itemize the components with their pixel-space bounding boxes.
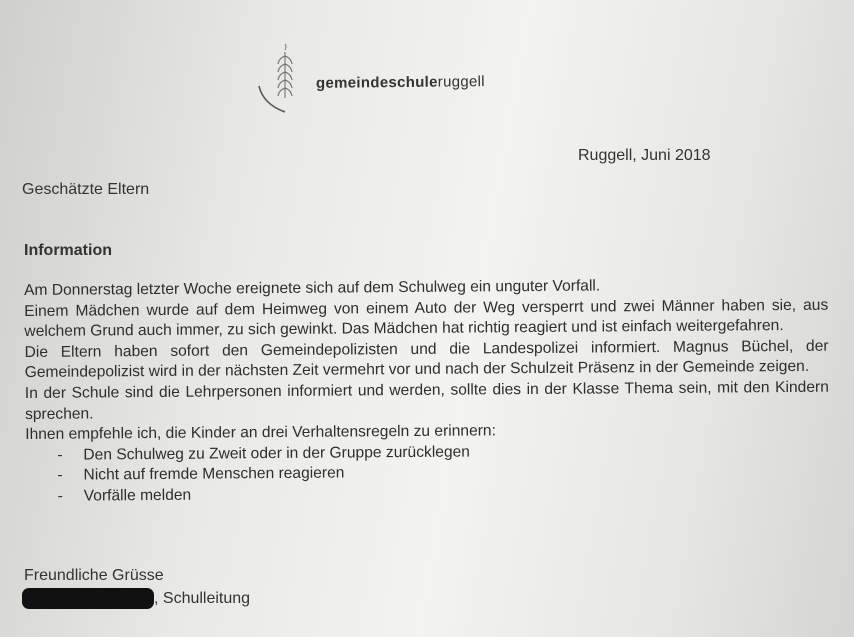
place-date: Ruggell, Juni 2018 (578, 147, 711, 164)
list-item-text: Vorfälle melden (83, 486, 192, 505)
list-marker: - (57, 487, 63, 505)
school-name-bold: gemeindeschule (315, 73, 438, 92)
list-item-text: Nicht auf fremde Menschen reagieren (83, 464, 345, 484)
rules-list (25, 439, 829, 507)
signature-line (22, 588, 250, 609)
wheat-logo-icon (245, 42, 325, 114)
paragraph: Ihnen empfehle ich, die Kinder an drei Verhaltensregeln zu erinnern: (25, 422, 496, 444)
list-item-text: Den Schulweg zu Zweit oder in der Gruppe zurücklegen (83, 443, 471, 464)
salutation: Geschätzte Eltern (22, 181, 150, 198)
closing: Freundliche Grüsse (24, 567, 164, 584)
paragraph: Die Eltern haben sofort den Gemeindepolizisten und die Landespolizei informiert. Magnus Büchel, der Gemeindepolizist wird in der nächsten Zeit vermehrt vor und nach der Schulzeit Präsenz in der Gemeinde zeigen. (24, 337, 829, 382)
redacted-name (22, 588, 154, 609)
subject-heading: Information (24, 242, 112, 259)
list-marker: - (57, 467, 63, 485)
letter-body (24, 275, 830, 508)
paragraph: Einem Mädchen wurde auf dem Heimweg von einem Auto der Weg versperrt und zwei Männer haben sie, aus welchem Grund auch immer, zu sich gewinkt. Das Mädchen hat richtig reagiert und ist einfach weitergefahren. (24, 296, 829, 341)
signature-role: , Schulleitung (154, 589, 251, 607)
list-marker: - (57, 446, 63, 464)
paragraph: In der Schule sind die Lehrpersonen informiert und werden, sollte dies in der Klasse Thema sein, mit den Kindern sprechen. (24, 378, 829, 423)
school-name-regular: ruggell (437, 73, 485, 91)
paragraph: Am Donnerstag letzter Woche ereignete sich auf dem Schulweg ein unguter Vorfall. (24, 277, 601, 299)
school-name (316, 73, 485, 92)
